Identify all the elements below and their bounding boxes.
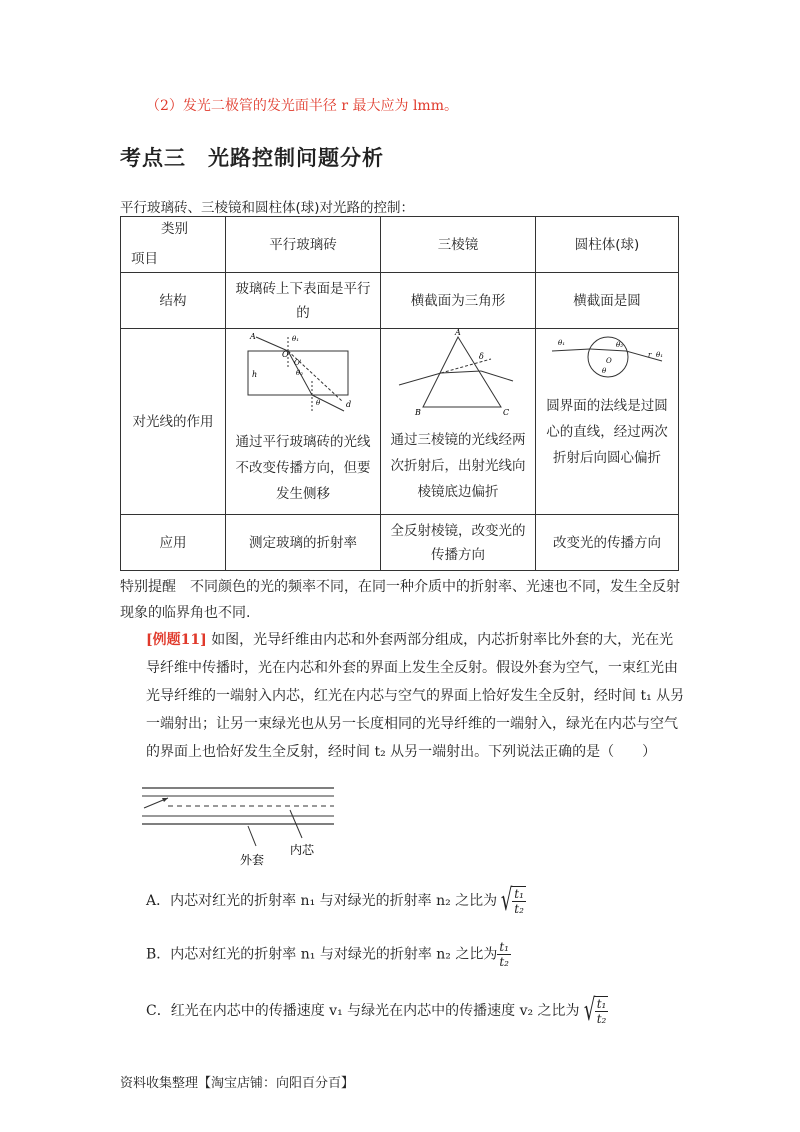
structure-sphere: 横截面是圆: [536, 273, 679, 329]
slab-diagram: [238, 329, 368, 421]
section-heading: 考点三 光路控制问题分析: [120, 146, 384, 170]
intro-text: 平行玻璃砖、三棱镜和圆柱体(球)对光路的控制：: [120, 200, 415, 216]
effect-slab-text: 通过平行玻璃砖的光线不改变传播方向，但要发生侧移: [235, 434, 371, 502]
label-theta: θ: [316, 399, 321, 407]
prism-label-C: C: [503, 408, 510, 417]
application-prism: 全反射棱镜，改变光的传播方向: [381, 515, 536, 571]
prism-diagram: [393, 329, 523, 419]
row-label-effect: 对光线的作用: [121, 329, 226, 515]
sphere-diagram: [542, 329, 672, 385]
structure-slab: 玻璃砖上下表面是平行的: [226, 273, 381, 329]
header-slab: 平行玻璃砖: [226, 217, 381, 273]
header-sphere: 圆柱体(球): [536, 217, 679, 273]
prism-extension: [441, 359, 491, 373]
fiber-label-core: 内芯: [290, 843, 315, 857]
sphere-label-r: r: [648, 351, 652, 359]
label-h: h: [252, 370, 258, 379]
option-c-num: t₁: [596, 997, 607, 1011]
example-block: [146, 626, 686, 766]
effect-slab: [226, 329, 381, 515]
effect-sphere: [536, 329, 679, 515]
sphere-label-theta2: θ₂: [616, 341, 624, 349]
option-a-den: t₂: [514, 902, 524, 916]
header-prism: 三棱镜: [381, 217, 536, 273]
outer-pointer: [248, 826, 256, 846]
option-b-text: B．内芯对红光的折射率 n₁ 与对绿光的折射率 n₂ 之比为: [146, 946, 498, 963]
effect-prism: [381, 329, 536, 515]
label-O: O: [282, 350, 289, 359]
structure-prism: 横截面为三角形: [381, 273, 536, 329]
option-b-den: t₂: [499, 955, 509, 969]
option-c-text: C．红光在内芯中的传播速度 v₁ 与绿光在内芯中的传播速度 v₂ 之比为: [146, 1003, 580, 1019]
sphere-incident-ray: [552, 349, 590, 351]
sphere-inner-ray: [590, 349, 626, 351]
option-b-frac: [497, 940, 511, 969]
option-a-sqrt: √ $\frac{\text{t₁}}{\text{t₂}}$: [500, 883, 524, 918]
table-corner-cell: [121, 217, 226, 273]
option-c[interactable]: [146, 993, 608, 1028]
fiber-label-outer: 外套: [240, 853, 265, 867]
special-note: 特别提醒 不同颜色的光的频率不同，在同一种介质中的折射率、光速也不同，发生全反射现象的临界角也不同.: [120, 579, 680, 621]
effect-prism-text: 通过三棱镜的光线经两次折射后，出射光线向棱镜底边偏折: [390, 432, 526, 500]
option-a-num: t₁: [514, 887, 524, 901]
option-b-num: t₁: [499, 940, 509, 954]
comparison-table: [120, 216, 679, 571]
example-tag: [例题11]: [146, 632, 207, 648]
answer-line: （2）发光二极管的发光面半径 r 最大应为 lmm。: [146, 98, 458, 114]
incident-ray: [256, 337, 288, 351]
example-text: 如图，光导纤维由内芯和外套两部分组成，内芯折射率比外套的大，光在光导纤维中传播时，光在内芯和外套的界面上发生全反射。假设外套为空气，一束红光由光导纤维的一端射入内芯，红光在内芯与空气的界面上恰好发生全反射，经时间 t₁ 从另一端射出；让另一束绿光也从另一长度相同的光导纤维的一端射入，绿光在内芯与空气的界面上也恰好发生全反射，经时间 t₂ 从另一端射出。下列说法正确的是（ ）: [146, 632, 685, 760]
corner-top-label: 类别: [161, 221, 188, 237]
label-theta2: θ₂: [296, 369, 304, 377]
label-theta1: θ₁: [292, 335, 300, 343]
fiber-diagram: [140, 780, 340, 872]
option-a[interactable]: [146, 883, 526, 918]
sphere-label-theta: θ: [602, 367, 607, 375]
corner-bottom-label: 项目: [131, 251, 158, 267]
option-c-sqrt: √ $\frac{\text{t₁}}{\text{t₂}}$: [583, 993, 607, 1028]
application-slab: 测定玻璃的折射率: [226, 515, 381, 571]
prism-emergent-ray: [481, 371, 513, 381]
sphere-label-theta1b: θ₁: [656, 351, 664, 359]
effect-sphere-text: 圆界面的法线是过圆心的直线，经过两次折射后向圆心偏折: [546, 398, 668, 466]
option-b[interactable]: [146, 940, 511, 969]
row-label-structure: 结构: [121, 273, 226, 329]
prism-label-A: A: [455, 329, 461, 337]
sphere-label-O: O: [606, 357, 612, 365]
option-c-den: t₂: [596, 1012, 607, 1026]
footer: 资料收集整理【淘宝店铺：向阳百分百】: [120, 1076, 355, 1091]
prism-label-delta: δ: [479, 352, 484, 361]
application-sphere: 改变光的传播方向: [536, 515, 679, 571]
sphere-label-theta1: θ₁: [558, 339, 566, 347]
prism-label-B: B: [415, 408, 421, 417]
label-A: A: [250, 332, 256, 341]
label-O-prime: O': [294, 359, 302, 367]
option-a-text: A．内芯对红光的折射率 n₁ 与对绿光的折射率 n₂ 之比为: [146, 893, 498, 909]
label-d: d: [346, 400, 352, 409]
row-label-application: 应用: [121, 515, 226, 571]
